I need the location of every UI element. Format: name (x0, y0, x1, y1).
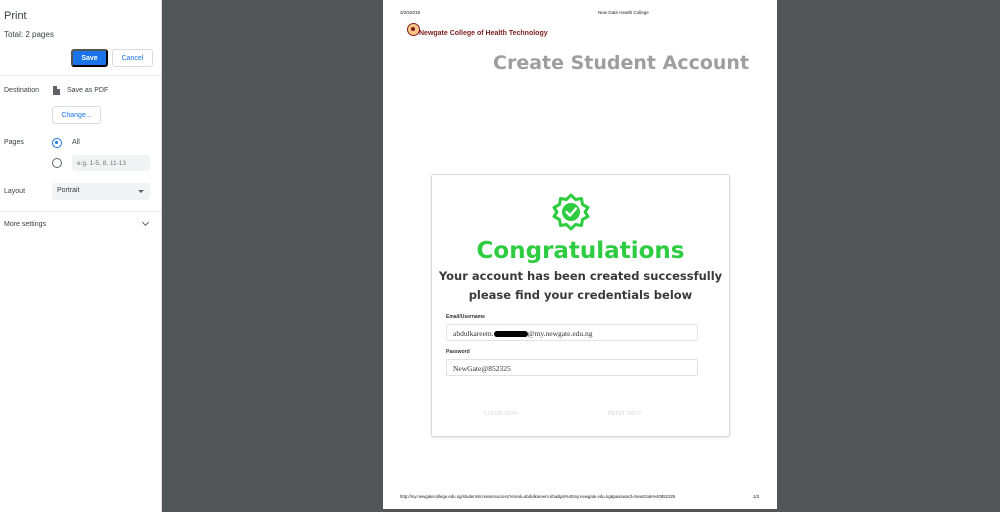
login-now-link[interactable]: LOGIN NOW (484, 411, 519, 417)
pdf-file-icon (53, 86, 60, 95)
email-suffix: @my.newgate.edu.ng (527, 329, 593, 338)
layout-select[interactable] (52, 183, 150, 200)
pages-label: Pages (4, 139, 24, 146)
pages-all-radio[interactable] (52, 138, 62, 148)
divider (0, 75, 161, 76)
print-preview-page (383, 0, 777, 509)
layout-label: Layout (4, 188, 26, 195)
pages-custom-radio[interactable] (52, 158, 62, 168)
email-prefix: abdulkareem. (453, 329, 494, 338)
more-settings-toggle[interactable]: More settings (4, 221, 47, 228)
print-settings-panel (0, 0, 162, 512)
divider (0, 211, 161, 212)
pages-all-label: All (72, 139, 80, 146)
layout-value: Portrait (57, 187, 80, 194)
header-date: 3/20/2019 (400, 10, 421, 15)
cancel-button[interactable]: Cancel (112, 49, 153, 67)
redaction-mark (494, 331, 528, 337)
pages-custom-input[interactable] (72, 155, 150, 171)
save-button[interactable]: Save (71, 49, 108, 67)
success-message-line1: Your account has been created successfully (438, 269, 723, 283)
page-title: Create Student Account (493, 52, 750, 74)
header-title: New Gate Health College (598, 10, 649, 15)
email-label: Email/Username (446, 314, 485, 320)
total-pages: Total: 2 pages (4, 30, 54, 39)
footer-page-number: 1/2 (753, 494, 760, 499)
chevron-down-icon[interactable] (142, 219, 149, 226)
password-field: NewGate@852325 (446, 359, 698, 376)
print-info-link[interactable]: PRINT INFO (608, 411, 641, 417)
success-card (431, 174, 730, 437)
success-message-line2: please find your credentials below (468, 288, 693, 302)
footer-url: http://my.newgatecollege.edu.ng/students/create/success?email=abdulkareem.khadijat%40my.newgate.edu.ng&password=NewGate%40852325 (400, 494, 676, 499)
print-title: Print (4, 10, 27, 22)
change-destination-button[interactable]: Change... (52, 106, 101, 124)
email-field (446, 324, 698, 341)
congratulations-heading: Congratulations (476, 238, 685, 264)
verified-badge-icon (551, 192, 591, 232)
college-name: Newgate College of Health Technology (419, 30, 548, 37)
dropdown-arrow-icon (138, 190, 144, 193)
destination-value: Save as PDF (67, 87, 109, 94)
password-label: Password (446, 349, 470, 355)
destination-label: Destination (4, 87, 40, 94)
